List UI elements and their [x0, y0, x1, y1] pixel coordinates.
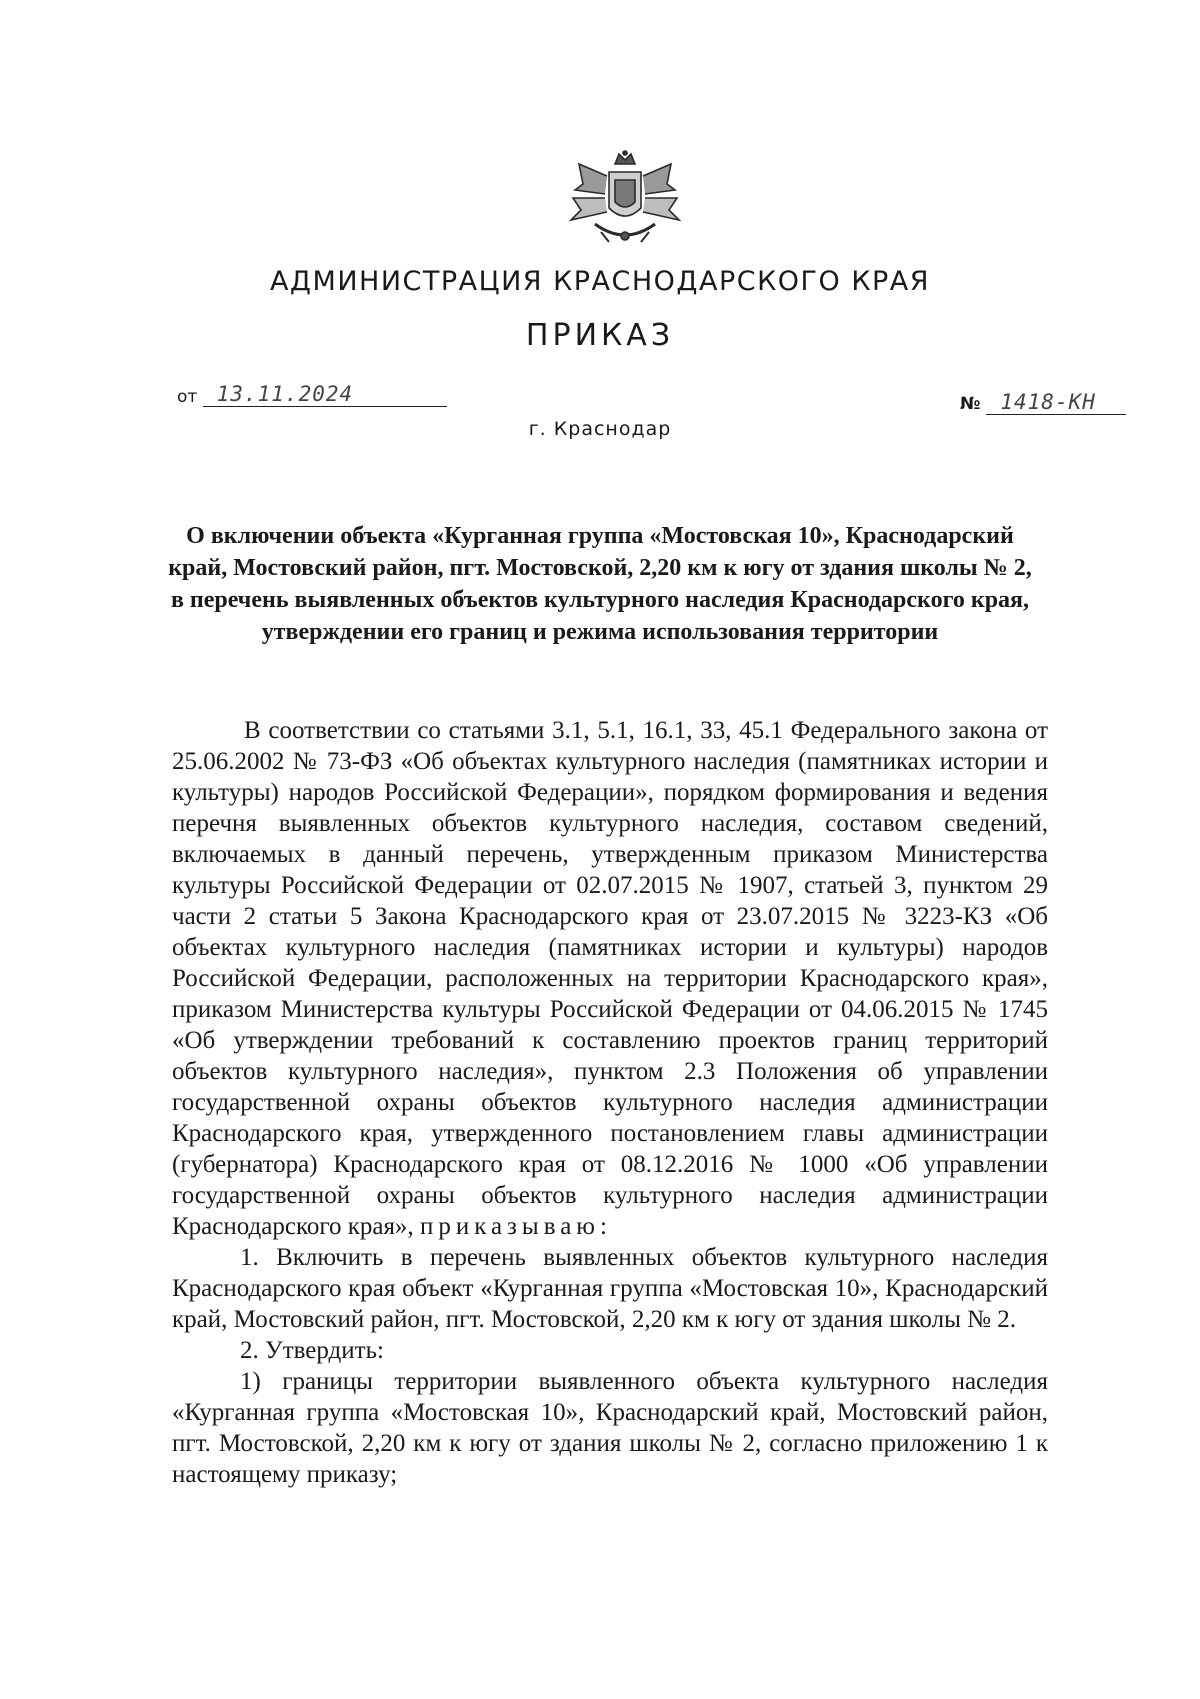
number-label: №	[960, 394, 981, 414]
preamble-text: В соответствии со статьями 3.1, 5.1, 16.1, 33, 45.1 Федерального закона от 25.06.2002 № 73-ФЗ «Об объектах культурного наследия (памятниках истории и культуры) народов Российской Федерации», порядком формирования и ведения перечня выявленных объектов культурного наследия, составом сведений, включаемых в данный перечень, утвержденным приказом Министерства культуры Российской Федерации от 02.07.2015 № 1907, статьей 3, пунктом 29 части 2 статьи 5 Закона Краснодарского края от 23.07.2015 № 3223-КЗ «Об объектах культурного наследия (памятниках истории и культуры) народов Российской Федерации, расположенных на территории Краснодарского края», приказом Министерства культуры Российской Федерации от 04.06.2015 № 1745 «Об утверждении требований к составлению проектов границ территорий объектов культурного наследия», пунктом 2.3 Положения об управлении государственной охраны объектов культурного наследия администрации Краснодарского края, утвержденного постановлением главы администрации (губернатора) Краснодарского края от 08.12.2016 № 1000 «Об управлении государственной охраны объектов культурного наследия администрации Краснодарского края»,	[172, 717, 1048, 1240]
item-2: 2. Утвердить:	[240, 1337, 384, 1364]
command-word: приказываю:	[419, 1213, 612, 1240]
item-1: 1. Включить в перечень выявленных объектов культурного наследия Краснодарского края объект «Курганная группа «Мостовская 10», Краснодарский край, Мостовский район, пгт. Мостовской, 2,20 км к югу от здания школы № 2.	[172, 1244, 1048, 1333]
preamble-paragraph	[172, 715, 1048, 1242]
date-block	[177, 382, 447, 407]
item-2-1: 1) границы территории выявленного объекта культурного наследия «Курганная группа «Мостовская 10», Краснодарский край, Мостовский район, пгт. Мостовской, 2,20 км к югу от здания школы № 2, согласно приложению 1 к настоящему приказу;	[172, 1368, 1048, 1488]
document-type: ПРИКАЗ	[525, 318, 675, 353]
city-name: г. Краснодар	[528, 418, 672, 440]
date-label: от	[177, 387, 198, 407]
date-value: 13.11.2024	[203, 382, 447, 407]
document-body	[172, 715, 1048, 1490]
document-title: О включении объекта «Курганная группа «Мостовская 10», Краснодарский край, Мостовский район, пгт. Мостовской, 2,20 км к югу от здания школы № 2, в перечень выявленных объектов культурного наследия Краснодарского края, утверждении его границ и режима использования территории	[168, 523, 1032, 645]
number-block	[960, 390, 1126, 415]
organization-name: АДМИНИСТРАЦИЯ КРАСНОДАРСКОГО КРАЯ	[269, 266, 931, 297]
number-value: 1418-КН	[986, 390, 1126, 415]
krasnodar-coat-of-arms-icon	[565, 150, 685, 250]
